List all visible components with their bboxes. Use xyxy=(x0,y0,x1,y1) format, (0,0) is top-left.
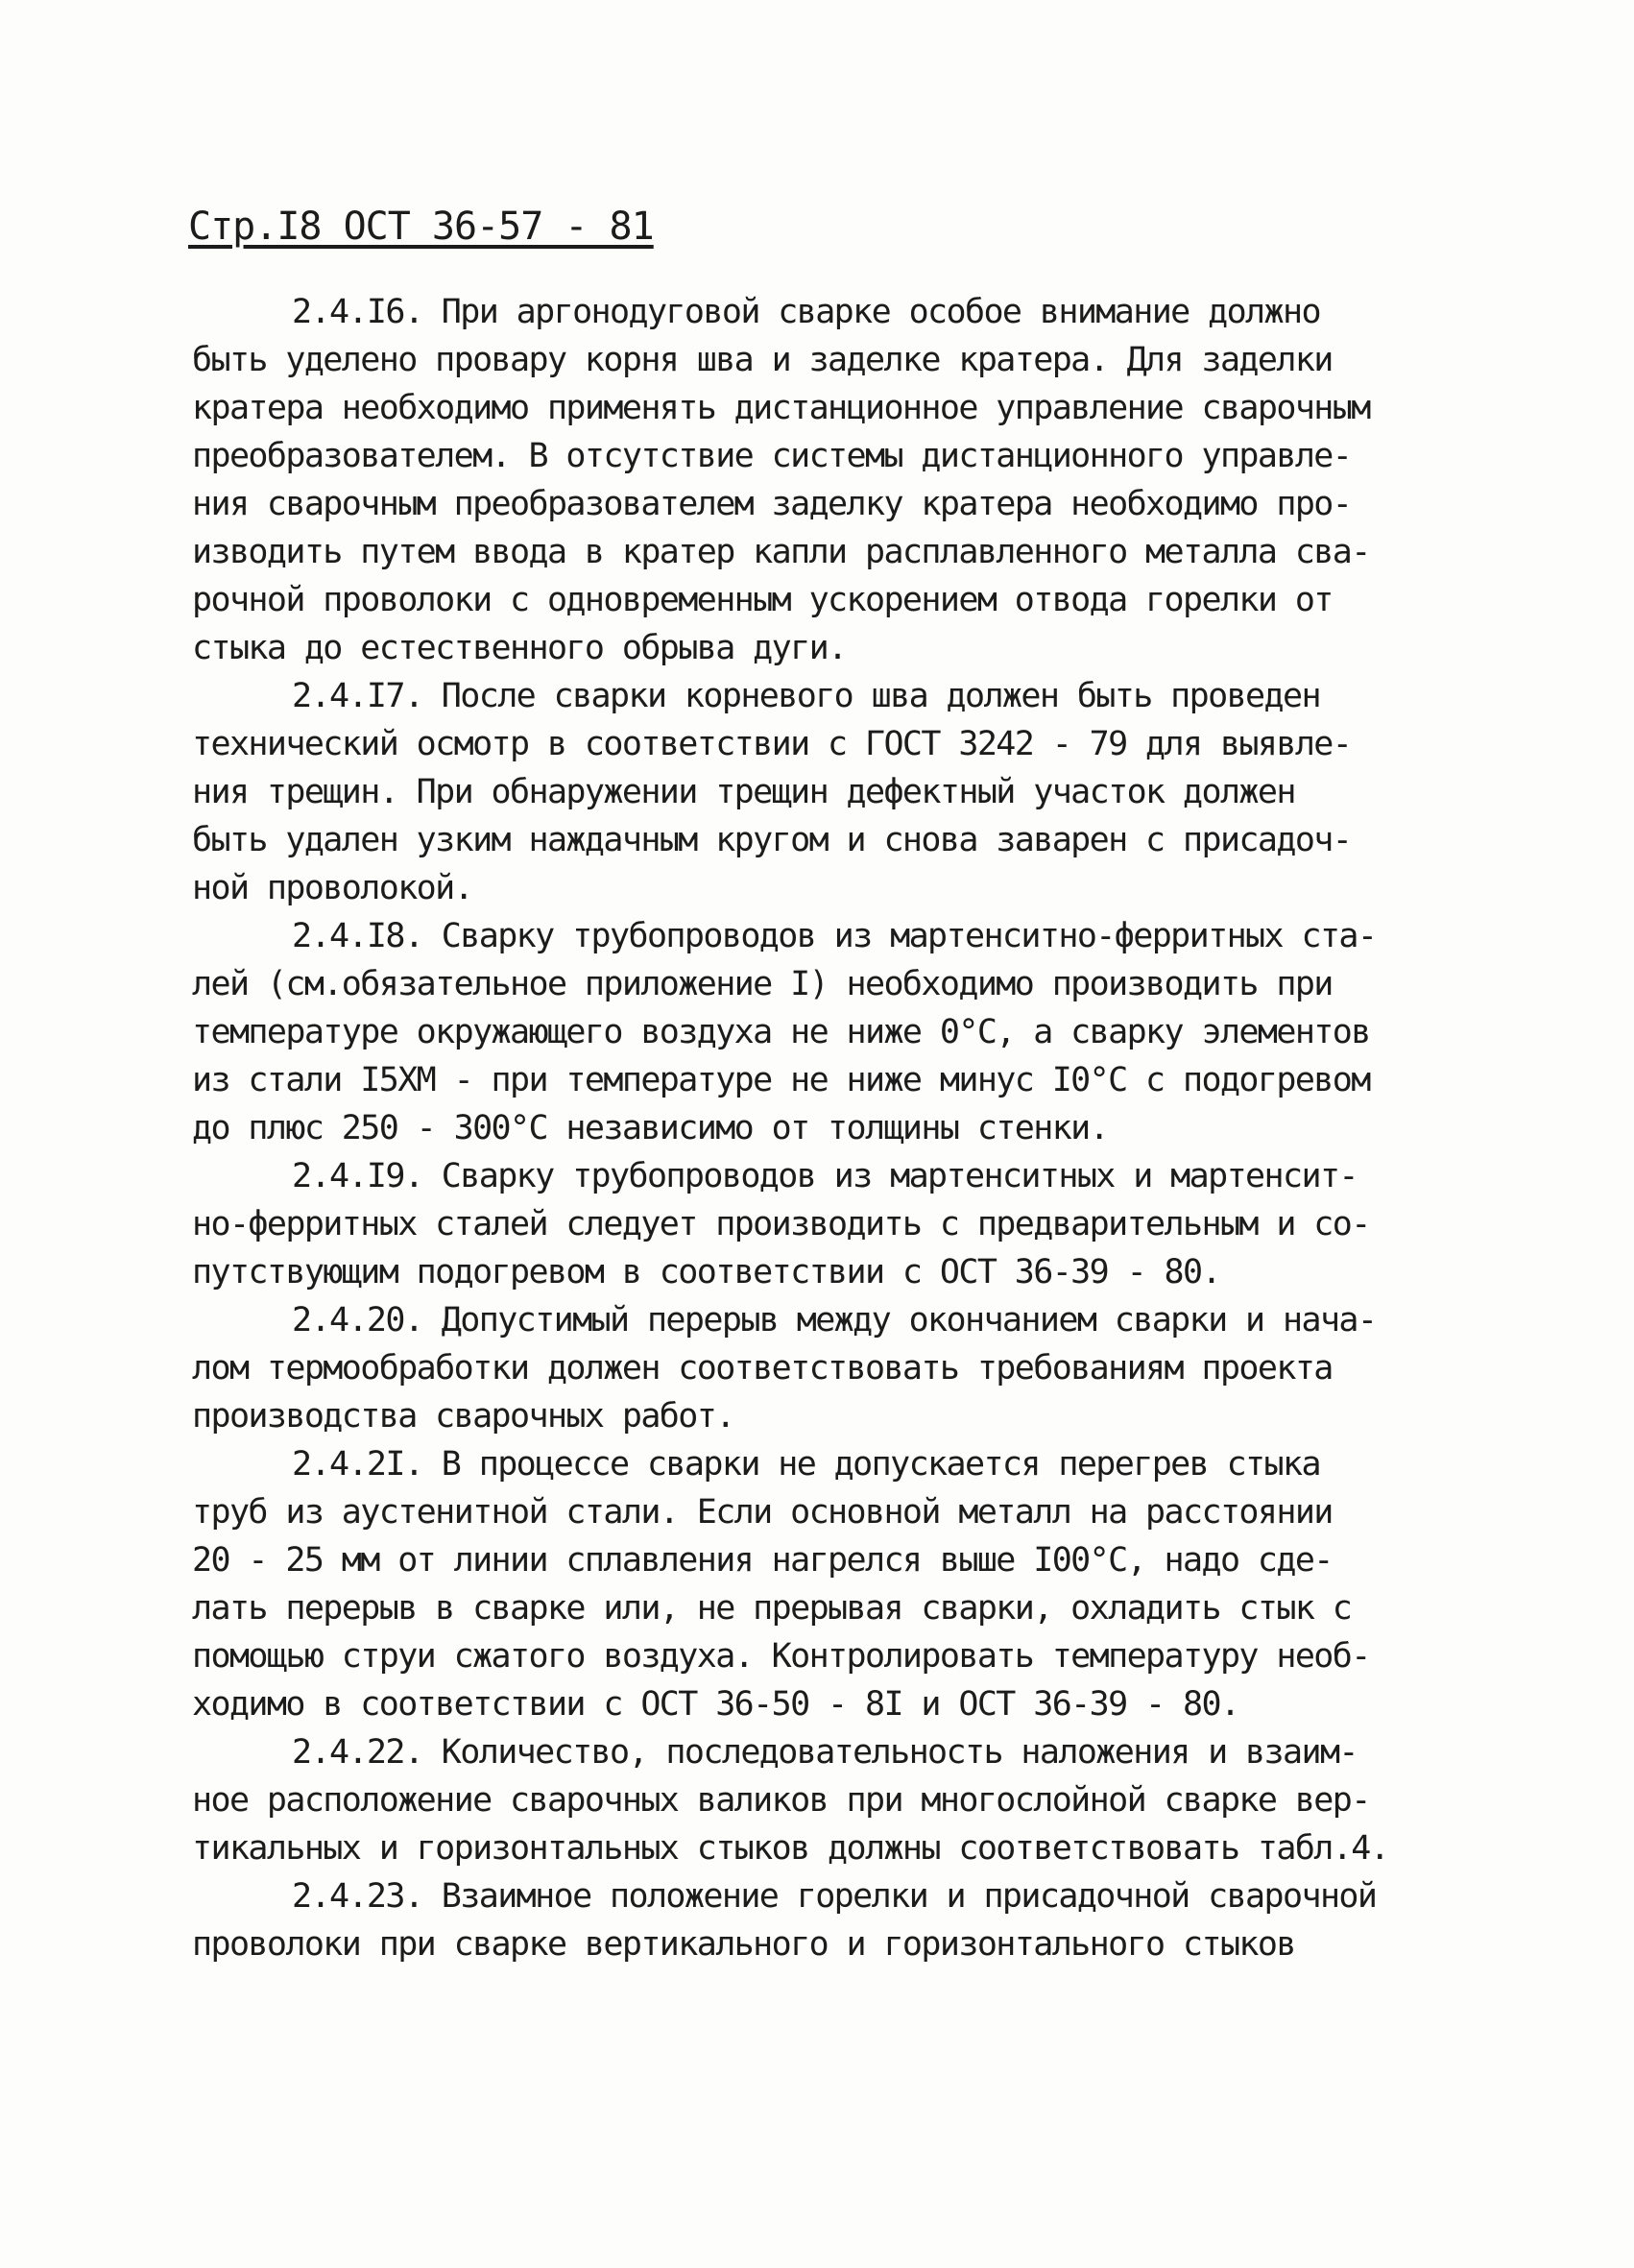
document-body xyxy=(192,288,1459,1968)
text-line: до плюс 250 - 300°С независимо от толщины стенки. xyxy=(192,1109,1109,1147)
text-line: лей (см.обязательное приложение I) необходимо производить при xyxy=(192,965,1333,1003)
text-line: рочной проволоки с одновременным ускорением отвода горелки от xyxy=(192,581,1333,619)
paragraph-start-line: 2.4.2I. В процессе сварки не допускается перегрев стыка xyxy=(292,1445,1320,1484)
paragraph-start-line: 2.4.22. Количество, последовательность наложения и взаим- xyxy=(292,1733,1358,1772)
paragraph-start-line: 2.4.20. Допустимый перерыв между окончанием сварки и нача- xyxy=(292,1301,1377,1339)
page-header: Стр.I8 ОСТ 36-57 - 81 xyxy=(188,205,654,249)
text-line: помощью струи сжатого воздуха. Контролировать температуру необ- xyxy=(192,1637,1370,1676)
paragraph-start-line: 2.4.I9. Сварку трубопроводов из мартенситных и мартенсит- xyxy=(292,1157,1358,1195)
text-line: изводить путем ввода в кратер капли расплавленного металла сва- xyxy=(192,533,1370,571)
text-line: ное расположение сварочных валиков при многослойной сварке вер- xyxy=(192,1781,1370,1820)
paragraph-start-line: 2.4.23. Взаимное положение горелки и присадочной сварочной xyxy=(292,1877,1377,1916)
text-line: лать перерыв в сварке или, не прерывая сварки, охладить стык с xyxy=(192,1589,1352,1628)
text-line: 20 - 25 мм от линии сплавления нагрелся выше I00°С, надо сде- xyxy=(192,1541,1333,1580)
text-line: ной проволокой. xyxy=(192,869,473,907)
text-line: из стали I5ХМ - при температуре не ниже минус I0°С с подогревом xyxy=(192,1061,1370,1099)
paragraph-start-line: 2.4.I8. Сварку трубопроводов из мартенситно-ферритных ста- xyxy=(292,917,1377,955)
text-line: но-ферритных сталей следует производить с предварительным и со- xyxy=(192,1205,1370,1243)
text-line: труб из аустенитной стали. Если основной металл на расстоянии xyxy=(192,1493,1333,1532)
text-line: ния трещин. При обнаружении трещин дефектный участок должен xyxy=(192,773,1295,811)
text-line: быть удален узким наждачным кругом и снова заварен с присадоч- xyxy=(192,821,1352,859)
paragraph-start-line: 2.4.I6. При аргонодуговой сварке особое внимание должно xyxy=(292,293,1320,331)
text-line: кратера необходимо применять дистанционное управление сварочным xyxy=(192,389,1370,427)
text-line: тикальных и горизонтальных стыков должны соответствовать табл.4. xyxy=(192,1829,1389,1868)
text-line: производства сварочных работ. xyxy=(192,1397,734,1436)
paragraph-start-line: 2.4.I7. После сварки корневого шва должен быть проведен xyxy=(292,677,1320,715)
text-line: ходимо в соответствии с ОСТ 36-50 - 8I и ОСТ 36-39 - 80. xyxy=(192,1685,1239,1724)
text-line: технический осмотр в соответствии с ГОСТ 3242 - 79 для выявле- xyxy=(192,725,1352,763)
text-line: быть уделено провару корня шва и заделке кратера. Для заделки xyxy=(192,341,1333,379)
text-line: преобразователем. В отсутствие системы дистанционного управле- xyxy=(192,437,1352,475)
text-line: проволоки при сварке вертикального и горизонтального стыков xyxy=(192,1925,1295,1964)
text-line: ния сварочным преобразователем заделку кратера необходимо про- xyxy=(192,485,1352,523)
text-line: стыка до естественного обрыва дуги. xyxy=(192,629,847,667)
text-line: путствующим подогревом в соответствии с ОСТ 36-39 - 80. xyxy=(192,1253,1220,1291)
text-line: лом термообработки должен соответствовать требованиям проекта xyxy=(192,1349,1333,1387)
text-line: температуре окружающего воздуха не ниже 0°С, а сварку элементов xyxy=(192,1013,1370,1051)
